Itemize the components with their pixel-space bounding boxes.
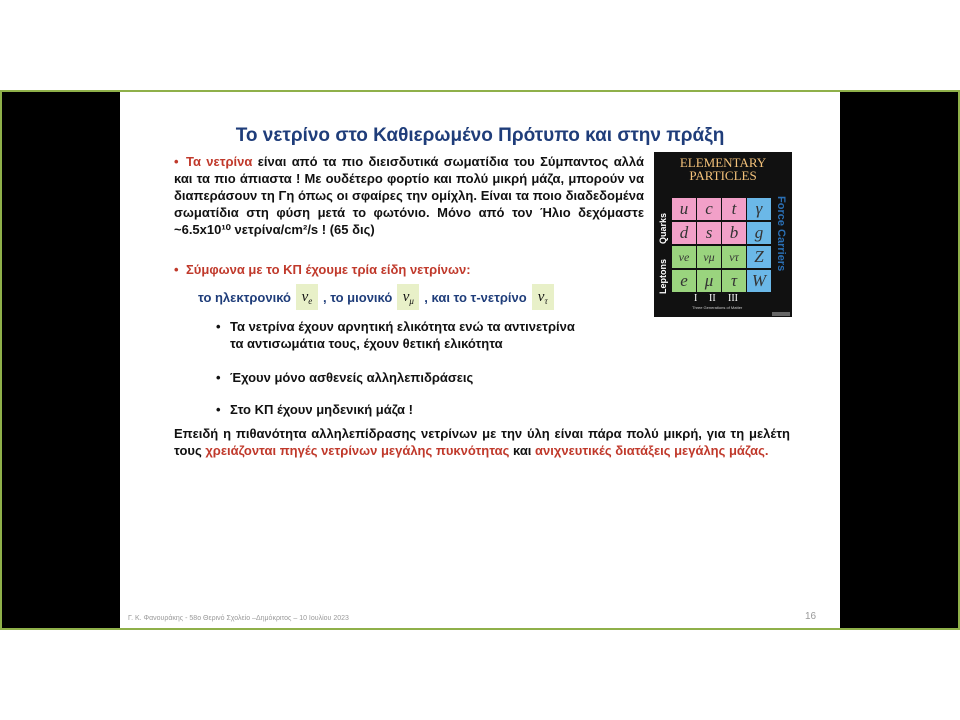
- page-number: 16: [805, 611, 817, 622]
- particle-z: Z: [747, 246, 771, 268]
- particle-b: b: [722, 222, 746, 244]
- bullet-icon: •: [216, 370, 221, 385]
- bullet-icon: •: [174, 262, 179, 277]
- nu-tau-symbol: ν $_\tau$: [532, 284, 554, 310]
- particle-gluon: g: [747, 222, 771, 244]
- particle-photon: γ: [747, 198, 771, 220]
- paragraph-text: είναι από τα πιο διεισδυτικά σωματίδια του Σύμπαντος αλλά και τα πιο άπιαστα ! Με ουδέτερο φορτίο και πολύ μικρή μάζα, μπορούν να διαπεράσουν τη Γη όπως οι σφαίρες την ομίχλη. Είναι τα ποιο διαδεδομένα σωματίδια στη φύση μετά το φωτόνιο. Μόνο από τον Ήλιο δεχόμαστε ~6.5x10¹⁰ νετρίνα/cm²/s ! (65 δις): [174, 154, 644, 237]
- helicity-line-2: τα αντισωμάτια τους, έχουν θετική ελικότητα: [230, 336, 503, 351]
- bullet-icon: •: [216, 319, 221, 334]
- mass-text: Στο ΚΠ έχουν μηδενική μάζα !: [230, 402, 413, 417]
- bullet-mass: [216, 401, 413, 418]
- force-carriers-label: Force Carriers: [775, 196, 787, 272]
- bullet-helicity: [216, 318, 575, 352]
- detection-highlight-2: ανιχνευτικές διατάξεις μεγάλης μάζας.: [535, 443, 769, 458]
- detection-highlight-1: χρειάζονται πηγές νετρίνων μεγάλης πυκνότητας: [205, 443, 510, 458]
- detection-text-b: και: [509, 443, 536, 458]
- generation-2: II: [709, 293, 716, 304]
- paragraph-neutrino-intro: [174, 153, 644, 238]
- particle-w: W: [747, 270, 771, 292]
- particle-mu: μ: [697, 270, 721, 292]
- tau-neutrino-label: , και το τ-νετρίνο: [424, 289, 527, 305]
- weak-text: Έχουν μόνο ασθενείς αλληλεπιδράσεις: [230, 370, 474, 385]
- particle-s: s: [697, 222, 721, 244]
- particle-e: e: [672, 270, 696, 292]
- three-types-heading: Σύμφωνα με το ΚΠ έχουμε τρία είδη νετρίνων:: [186, 262, 471, 277]
- slide-footer: Γ. Κ. Φανουράκης - 58ο Θερινό Σχολείο –Δημόκριτος – 10 Ιουλίου 2023: [128, 615, 349, 622]
- electron-neutrino-label: το ηλεκτρονικό: [198, 289, 291, 305]
- paragraph-detection: [174, 425, 790, 459]
- particle-d: d: [672, 222, 696, 244]
- slide-title: Το νετρίνο στο Καθιερωμένο Πρότυπο και στην πράξη: [235, 125, 725, 146]
- generations-caption: Three Generations of Matter: [692, 305, 743, 310]
- paragraph-three-types: [174, 262, 471, 277]
- particle-u: u: [672, 198, 696, 220]
- generation-1: I: [694, 293, 698, 304]
- elementary-particles-image: [654, 152, 792, 317]
- neutrino-flavors-row: [198, 284, 557, 310]
- neutrino-highlight: Τα νετρίνα: [186, 154, 253, 169]
- nu-mu-symbol: ν $_\mu$: [397, 284, 419, 310]
- particle-c: c: [697, 198, 721, 220]
- particle-nu-e: νe: [672, 246, 696, 268]
- generation-3: III: [728, 293, 738, 304]
- particle-nu-mu: νμ: [697, 246, 721, 268]
- particle-t: t: [722, 198, 746, 220]
- bullet-icon: •: [216, 402, 221, 417]
- particle-tau: τ: [722, 270, 746, 292]
- helicity-line-1: Τα νετρίνα έχουν αρνητική ελικότητα ενώ τα αντινετρίνα: [230, 319, 575, 334]
- leptons-label: Leptons: [658, 259, 668, 294]
- muon-neutrino-label: , το μιονικό: [322, 289, 393, 305]
- detection-text-a: Επειδή η πιθανότητα αλληλεπίδρασης νετρίνων με την ύλη είναι πάρα πολύ μικρή, για τη μελέτη τους: [174, 426, 790, 458]
- particle-nu-tau: ντ: [722, 246, 746, 268]
- logo-mark: [772, 312, 790, 316]
- bullet-weak: [216, 369, 473, 386]
- slide: [120, 92, 840, 628]
- quarks-label: Quarks: [658, 212, 668, 244]
- chart-title: ELEMENTARY PARTICLES: [679, 155, 767, 183]
- bullet-icon: •: [174, 154, 179, 169]
- nu-e-symbol: ν $_e$: [296, 284, 318, 310]
